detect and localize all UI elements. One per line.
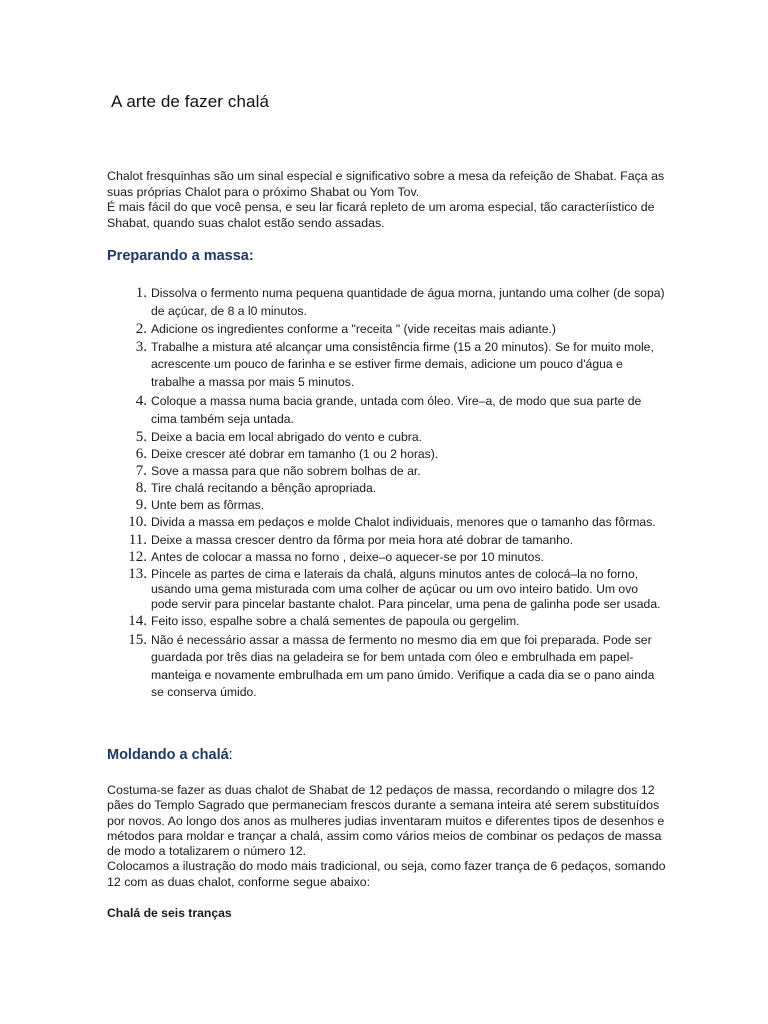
step-text: Adicione os ingredientes conforme a "receita " (vide receitas mais adiante.) (151, 321, 556, 336)
step-item (107, 498, 667, 513)
step-number: 4. (135, 393, 147, 410)
step-text: Pincele as partes de cima e laterais da chalá, alguns minutos antes de colocá–la no forno, usando uma gema misturada com uma colher de açúcar ou um ovo inteiro batido. Um ovo pode servir para pincelar bastante chalot. Para pincelar, uma pena de galinha pode ser usada. (151, 566, 661, 612)
step-text: Divida a massa em pedaços e molde Chalot individuais, menores que o tamanho das fôrmas. (151, 515, 656, 530)
step-item (107, 632, 667, 702)
shaping-paragraph-1: Costuma-se fazer as duas chalot de Shabat de 12 pedaços de massa, recordando o milagre dos 12 pães do Templo Sagrado que permaneciam frescos durante a semana inteira até serem substituídos por novos. Ao longo dos anos as mulheres judias inventaram muitos e diferentes tipos de desenhos e métodos para moldar e trançar a chalá, assim como vários meios de combinar os pedaços de massa de modo a totalizarem o número 12. (107, 783, 665, 859)
step-text: Coloque a massa numa bacia grande, untada com óleo. Vire–a, de modo que sua parte de cima também seja untada. (151, 394, 642, 426)
steps-list (107, 285, 667, 703)
step-text: Deixe a bacia em local abrigado do vento e cubra. (151, 429, 422, 444)
step-text: Antes de colocar a massa no forno , deixe–o aquecer-se por 10 minutos. (151, 549, 544, 564)
step-item (107, 393, 667, 428)
step-item (107, 322, 667, 337)
step-item (107, 533, 667, 548)
shaping-text (107, 783, 667, 890)
step-text: Não é necessário assar a massa de fermento no mesmo dia em que foi preparada. Pode ser guardada por três dias na geladeira se for bem untada com óleo e embrulhada em papel-manteiga e novamente embrulhada em um pano úmido. Verifique a cada dia se o pano ainda se conserva úmido. (151, 632, 655, 700)
step-number: 5. (135, 428, 147, 445)
step-number: 3. (135, 338, 147, 355)
shaping-paragraph-2: Colocamos a ilustração do modo mais tradicional, ou seja, como fazer trança de 6 pedaços, somando 12 com as duas chalot, conforme segue abaixo: (107, 859, 666, 889)
step-number: 8. (135, 480, 147, 497)
page-title: A arte de fazer chalá (111, 92, 270, 111)
section-heading-shaping (107, 747, 233, 763)
step-number: 2. (135, 320, 147, 337)
step-text: Tire chalá recitando a bênção apropriada. (151, 481, 377, 496)
step-item (107, 430, 667, 445)
step-item (107, 550, 667, 565)
intro-paragraph-1: Chalot fresquinhas são um sinal especial e significativo sobre a mesa da refeição de Shabat. Faça as suas próprias Chalot para o próximo Shabat ou Yom Tov. (107, 169, 665, 199)
step-number: 12. (128, 548, 147, 565)
step-number: 14. (128, 613, 147, 630)
step-number: 1. (135, 285, 147, 301)
step-number: 15. (128, 631, 147, 648)
step-text: Deixe a massa crescer dentro da fôrma por meia hora até dobrar de tamanho. (151, 532, 574, 547)
section-heading-shaping-text: Moldando a chalá (107, 747, 229, 763)
intro-paragraph-2: É mais fácil do que você pensa, e seu lar ficará repleto de um aroma especial, tão caracteríistico de Shabat, quando suas chalot estão sendo assadas. (107, 200, 655, 230)
step-number: 10. (128, 514, 147, 531)
step-text: Dissolva o fermento numa pequena quantidade de água morna, juntando uma colher (de sopa) de açúcar, de 8 a l0 minutos. (151, 286, 665, 318)
step-number: 7. (135, 463, 147, 480)
step-number: 13. (128, 565, 147, 582)
step-text: Trabalhe a mistura até alcançar uma consistência firme (15 a 20 minutos). Se for muito mole, acrescente um pouco de farinha e se estiver firme demais, adicione um pouco d'água e trabalhe a massa por mais 5 minutos. (151, 339, 654, 389)
step-item (107, 447, 667, 462)
step-text: Sove a massa para que não sobrem bolhas de ar. (151, 464, 421, 479)
step-item (107, 464, 667, 479)
step-number: 6. (135, 446, 147, 463)
step-text: Deixe crescer até dobrar em tamanho (1 ou 2 horas). (151, 447, 439, 462)
section-heading-preparing: Preparando a massa: (107, 248, 254, 264)
step-number: 11. (128, 531, 147, 548)
step-number: 9. (135, 497, 147, 514)
step-item (107, 339, 667, 392)
step-item (107, 515, 667, 530)
step-item (107, 614, 667, 629)
step-item (107, 567, 667, 613)
step-item (107, 285, 667, 320)
intro-text (107, 169, 667, 231)
subheading-six-braids: Chalá de seis tranças (107, 906, 232, 920)
step-text: Feito isso, espalhe sobre a chalá sementes de papoula ou gergelim. (151, 614, 520, 629)
step-text: Unte bem as fôrmas. (151, 498, 265, 513)
section-heading-shaping-colon: : (228, 747, 233, 763)
step-item (107, 481, 667, 496)
